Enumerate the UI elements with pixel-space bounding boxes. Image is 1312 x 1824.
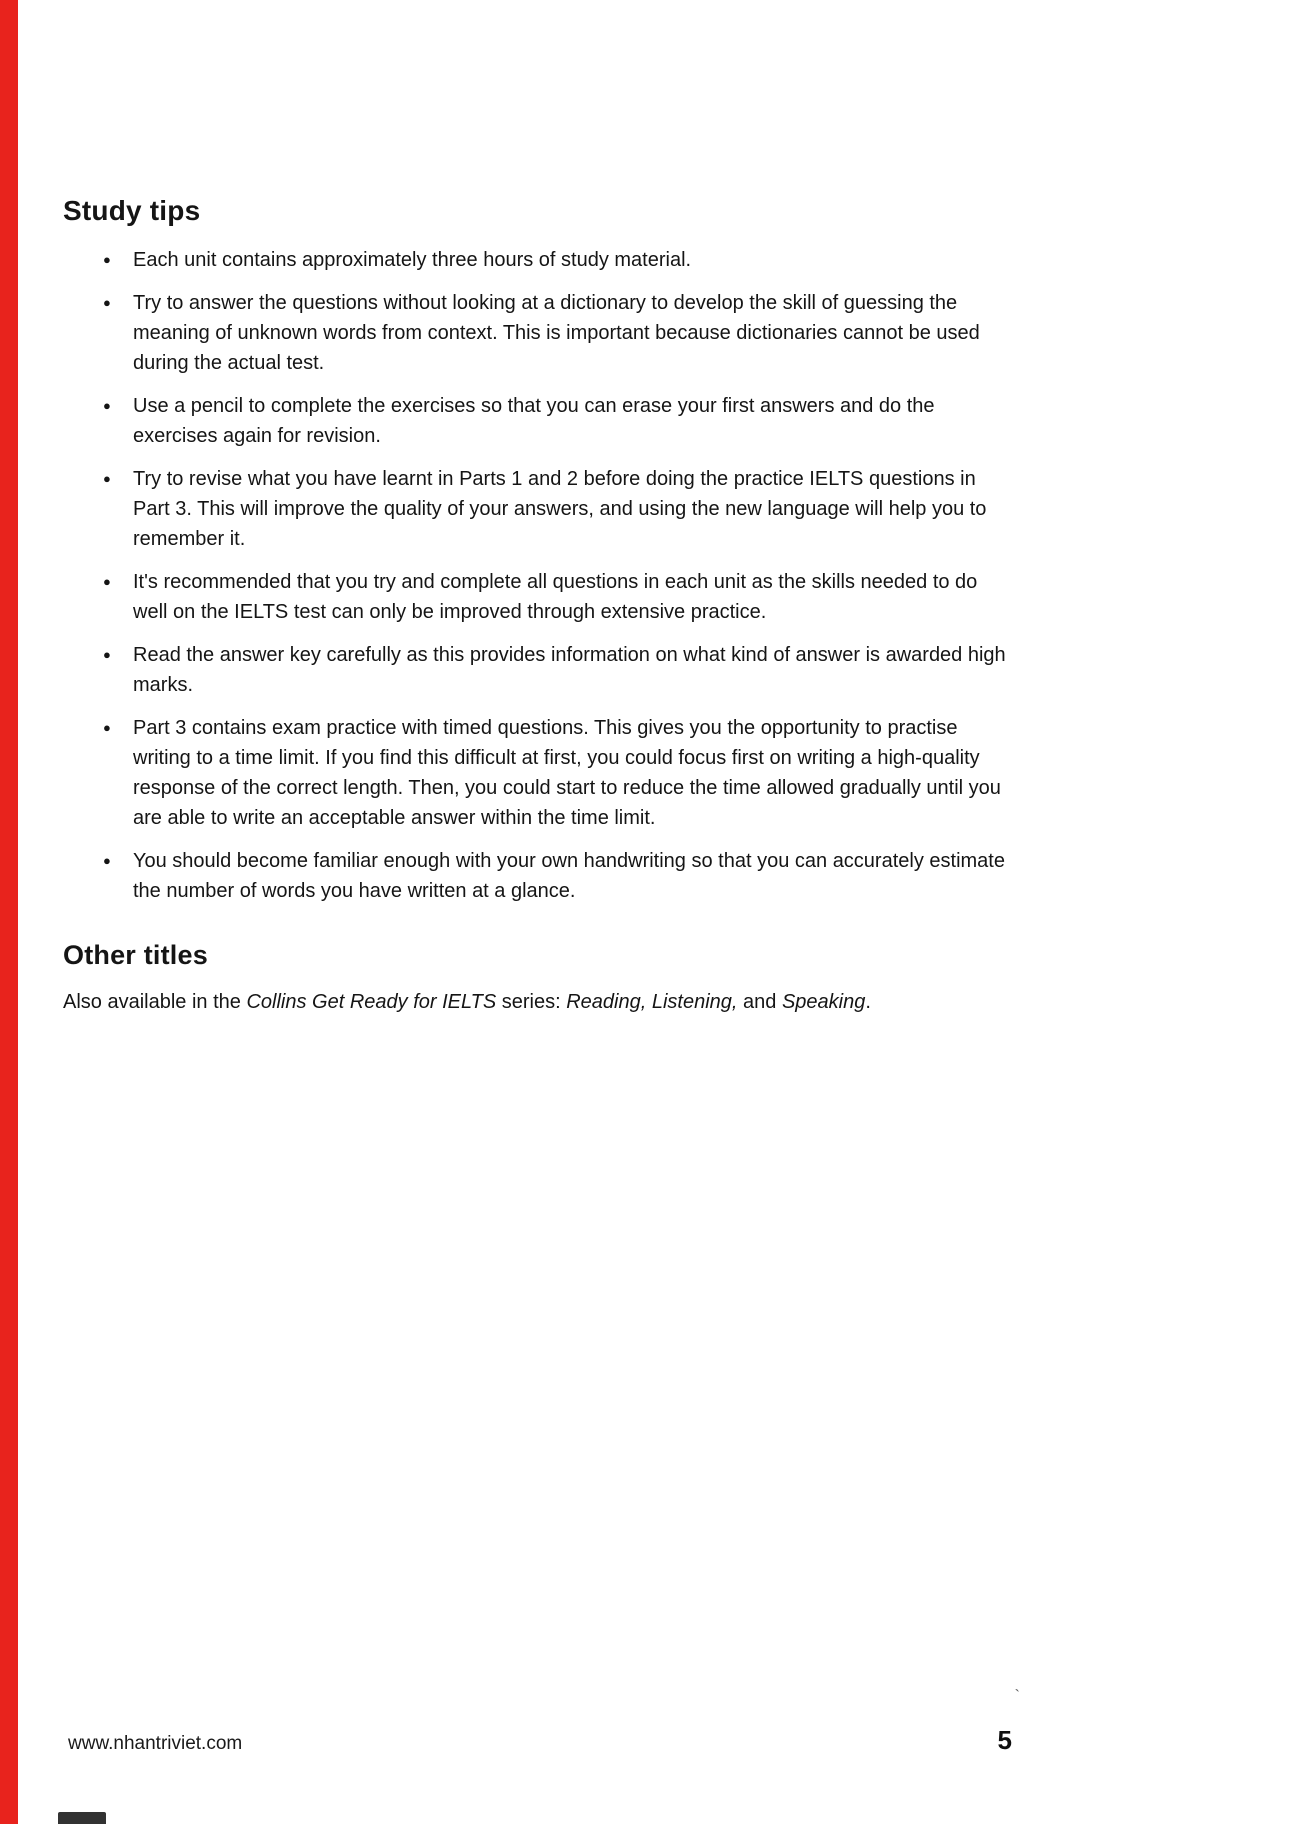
bullet-icon: ●: [103, 471, 111, 486]
series-title-italic: Collins Get Ready for IELTS: [246, 991, 497, 1013]
study-tip-text: Try to revise what you have learnt in Parts 1 and 2 before doing the practice IELTS questions in Part 3. This will improve the quality of your answers, and using the new language will help you to remember it.: [133, 468, 987, 550]
study-tip-text: Each unit contains approximately three hours of study material.: [133, 249, 692, 271]
study-tip-item: [103, 391, 1013, 451]
series-plain-text: and: [737, 991, 782, 1013]
page-number: 5: [997, 1725, 1012, 1755]
scan-mark: `: [1014, 1688, 1020, 1705]
series-title-italic: Reading, Listening,: [566, 991, 738, 1013]
series-plain-text: Also available in the: [63, 991, 247, 1013]
study-tip-item: [103, 288, 1013, 378]
study-tip-text: Try to answer the questions without looking at a dictionary to develop the skill of guessing the meaning of unknown words from context. This is important because dictionaries cannot be used during the actual test.: [133, 292, 980, 374]
study-tip-text: Part 3 contains exam practice with timed questions. This gives you the opportunity to practise writing to a time limit. If you find this difficult at first, you could focus first on writing a high-quality response of the correct length. Then, you could start to reduce the time allowed gradually until you are able to write an acceptable answer within the time limit.: [133, 717, 1001, 829]
study-tip-item: [103, 464, 1013, 554]
study-tip-item: [103, 567, 1013, 627]
page-footer: [68, 1725, 1012, 1756]
bullet-icon: ●: [103, 853, 111, 868]
series-plain-text: .: [865, 991, 871, 1013]
study-tips-heading: Study tips: [63, 195, 201, 226]
bullet-icon: ●: [103, 398, 111, 413]
series-plain-text: series:: [496, 991, 567, 1013]
bullet-icon: ●: [103, 252, 111, 267]
study-tip-item: [103, 640, 1013, 700]
study-tip-item: [103, 245, 1013, 275]
bullet-icon: ●: [103, 720, 111, 735]
scan-artifact: [58, 1812, 106, 1824]
study-tip-text: You should become familiar enough with your own handwriting so that you can accurately estimate the number of words you have written at a glance.: [133, 850, 1005, 902]
study-tip-text: Read the answer key carefully as this provides information on what kind of answer is awarded high marks.: [133, 644, 1006, 696]
study-tip-text: It's recommended that you try and complete all questions in each unit as the skills needed to do well on the IELTS test can only be improved through extensive practice.: [133, 571, 978, 623]
book-spine-strip: [0, 0, 18, 1824]
series-title-italic: Speaking: [781, 991, 866, 1013]
other-titles-text: [63, 987, 963, 1017]
study-tip-text: Use a pencil to complete the exercises so that you can erase your first answers and do the exercises again for revision.: [133, 395, 935, 447]
study-tips-list: [63, 245, 1013, 906]
page-content: [63, 195, 1013, 1017]
bullet-icon: ●: [103, 295, 111, 310]
bullet-icon: ●: [103, 647, 111, 662]
study-tip-item: [103, 713, 1013, 833]
bullet-icon: ●: [103, 574, 111, 589]
other-titles-heading: Other titles: [63, 940, 208, 970]
footer-website: www.nhantriviet.com: [68, 1733, 243, 1754]
study-tip-item: [103, 846, 1013, 906]
